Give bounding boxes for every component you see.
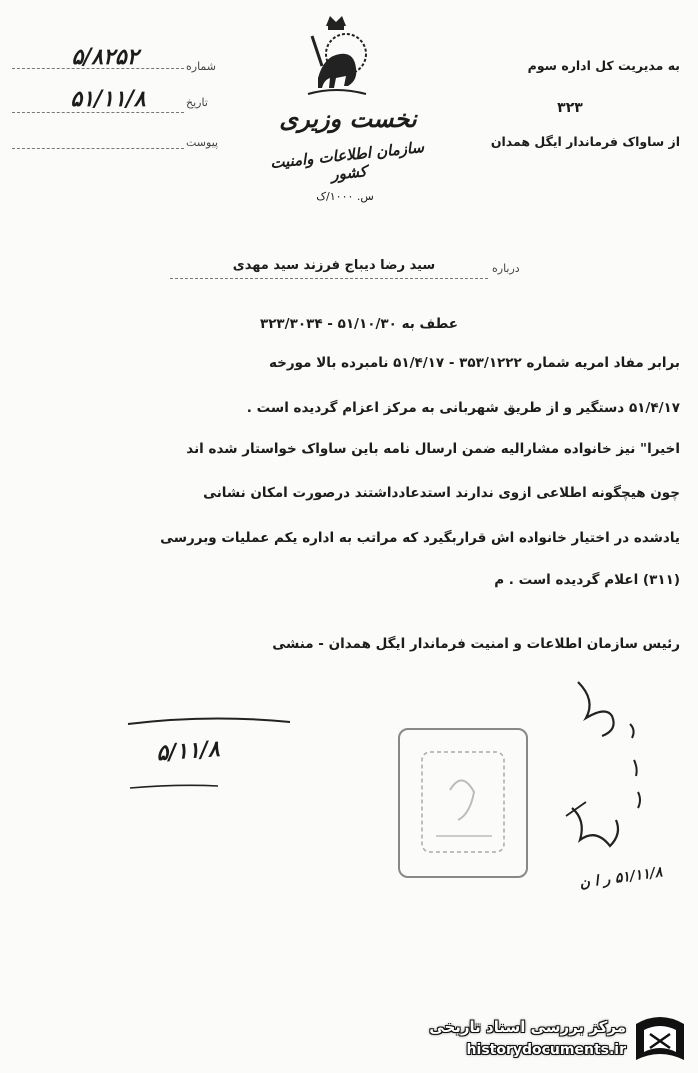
number-value: ۵/۸۲۵۲ [71, 44, 139, 70]
recipient-line: به مدیریت کل اداره سوم [527, 58, 680, 73]
body-line-5: یادشده در اختیار خانواده اش قراربگیرد که مراتب به اداره یکم عملیات وبررسی [160, 530, 680, 546]
org-title: سازمان اطلاعات وامنیت کشور [269, 138, 425, 184]
watermark-title: مرکز بررسی اسناد تاریخی [429, 1018, 626, 1036]
body-line-2: ۵۱/۴/۱۷ دستگیر و از طریق شهربانی به مرکز اعزام گردیده است . [246, 400, 680, 416]
date-value: ۵۱/۱۱/۸ [70, 86, 146, 112]
subject-label: درباره [492, 262, 520, 275]
ministry-title: نخست وزیری [279, 104, 417, 133]
body-line-3: اخیرا" نیز خانواده مشارالیه ضمن ارسال نامه باین ساواک خواستار شده اند [186, 441, 680, 457]
date-label: تاریخ [186, 96, 208, 109]
sender-line: از ساواک فرماندار ایگل همدان [490, 134, 680, 149]
attachment-field-line [12, 148, 184, 149]
lion-sun-emblem [296, 8, 376, 98]
watermark-url: historydocuments.ir [466, 1042, 626, 1058]
signature-title: رئیس سازمان اطلاعات و امنیت فرماندار ایگل همدان - منشی [272, 636, 680, 652]
reference-line: عطف به ۵۱/۱۰/۳۰ - ۳۲۳/۳۰۳۴ [259, 316, 458, 332]
faded-stamp [398, 728, 528, 878]
form-code: س. ۱۰۰۰/ک [316, 190, 374, 203]
date-field-line [12, 112, 184, 113]
body-line-1: برابر مفاد امریه شماره ۳۵۳/۱۲۲۲ - ۵۱/۴/۱۷ نامبرده بالا مورخه [268, 355, 680, 371]
number-label: شماره [186, 60, 217, 73]
handwritten-date-right: ۵۱/۱۱/۸ ر ا ن [578, 864, 664, 892]
recipient-code: ۳۲۳ [557, 100, 583, 116]
watermark-logo-icon [632, 1014, 688, 1068]
handwritten-date-left: ۵/۱۱/۸ [155, 735, 221, 767]
subject-line [170, 278, 488, 279]
body-line-4: چون هیچگونه اطلاعی ازوی ندارند استدعادداشتند درصورت امکان نشانی [203, 485, 680, 501]
body-line-6: (۳۱۱) اعلام گردیده است . م [494, 572, 680, 588]
handwritten-signature-right [556, 670, 686, 880]
attachment-label: پیوست [186, 136, 219, 149]
subject-text: سید رضا دیباج فرزند سید مهدی [232, 258, 436, 273]
